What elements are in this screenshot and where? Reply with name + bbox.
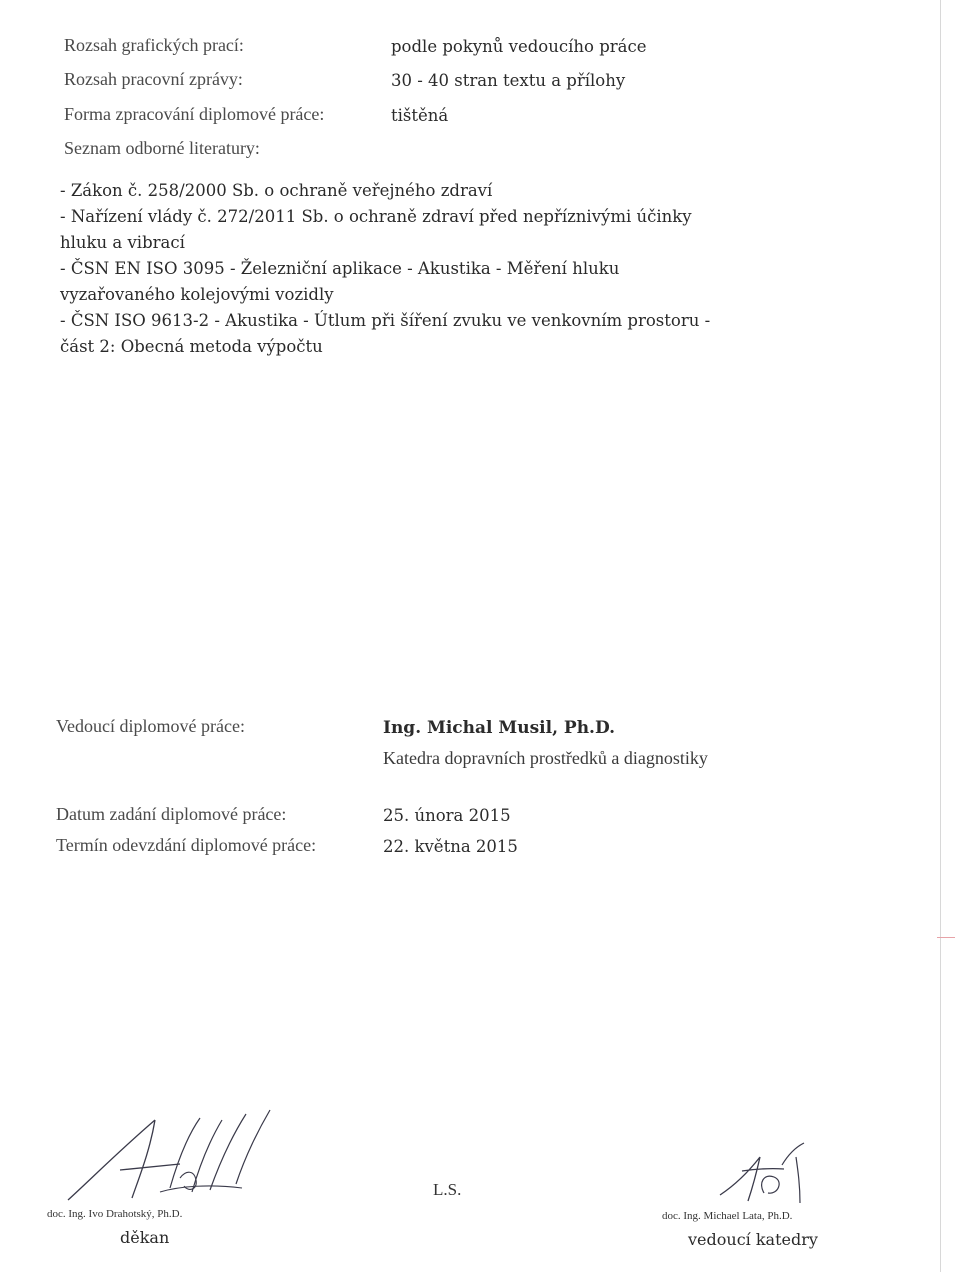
literature-line: vyzařovaného kolejovými vozidly [60, 285, 334, 304]
report-scope-value: 30 - 40 stran textu a přílohy [391, 71, 626, 90]
dean-role: děkan [120, 1228, 170, 1247]
graphic-scope-label: Rozsah grafických prací: [64, 35, 244, 55]
literature-line: část 2: Obecná metoda výpočtu [60, 337, 323, 356]
page-edge-line [940, 0, 941, 1272]
head-role: vedoucí katedry [688, 1230, 818, 1249]
supervisor-department: Katedra dopravních prostředků a diagnostiky [383, 748, 708, 768]
stamp-place: L.S. [433, 1180, 462, 1199]
due-date-label: Termín odevzdání diplomové práce: [56, 835, 317, 855]
due-date-value: 22. května 2015 [383, 837, 518, 856]
form-value: tištěná [391, 106, 449, 125]
assigned-date-label: Datum zadání diplomové práce: [56, 804, 287, 824]
head-name: doc. Ing. Michael Lata, Ph.D. [662, 1210, 793, 1222]
supervisor-label: Vedoucí diplomové práce: [56, 716, 245, 736]
form-label: Forma zpracování diplomové práce: [64, 104, 325, 124]
supervisor-name: Ing. Michal Musil, Ph.D. [383, 718, 616, 738]
graphic-scope-value: podle pokynů vedoucího práce [391, 37, 647, 56]
literature-line: hluku a vibrací [60, 233, 185, 252]
assigned-date-value: 25. února 2015 [383, 806, 511, 825]
dean-signature [60, 1100, 290, 1212]
literature-line: - Zákon č. 258/2000 Sb. o ochraně veřejného zdraví [60, 181, 493, 200]
page-edge-mark [937, 937, 955, 938]
literature-line: - Nařízení vlády č. 272/2011 Sb. o ochraně zdraví před nepříznivými účinky [60, 207, 692, 226]
dean-name: doc. Ing. Ivo Drahotský, Ph.D. [47, 1208, 183, 1220]
report-scope-label: Rozsah pracovní zprávy: [64, 69, 243, 89]
literature-line: - ČSN EN ISO 3095 - Železniční aplikace - Akustika - Měření hluku [60, 259, 620, 278]
head-signature [712, 1135, 822, 1213]
literature-line: - ČSN ISO 9613-2 - Akustika - Útlum při šíření zvuku ve venkovním prostoru - [60, 311, 711, 330]
literature-label: Seznam odborné literatury: [64, 138, 260, 158]
